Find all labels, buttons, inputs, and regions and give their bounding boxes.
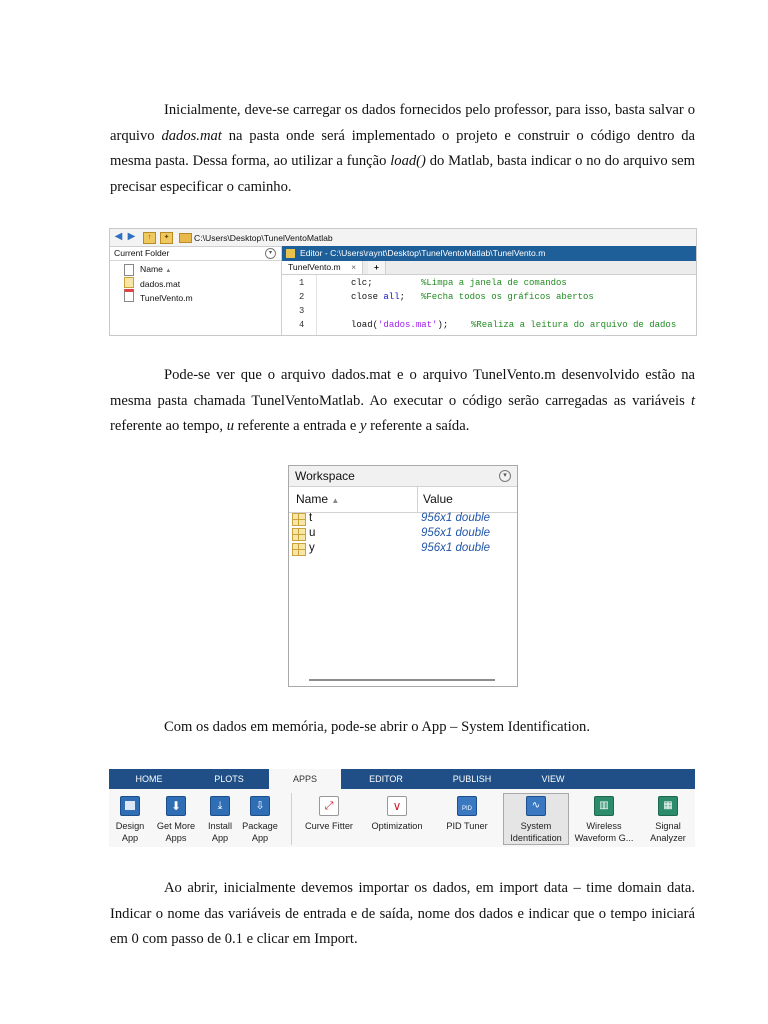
matrix-variable-icon xyxy=(292,543,306,556)
current-folder-pane xyxy=(110,246,282,335)
matrix-variable-icon xyxy=(292,528,306,541)
text: referente ao tempo, xyxy=(110,418,227,435)
column-divider[interactable] xyxy=(417,487,418,512)
line-number: 1 xyxy=(299,278,305,288)
folder-icon xyxy=(179,233,192,243)
matrix-variable-icon xyxy=(292,513,306,526)
pid-tuner-button[interactable] xyxy=(439,793,495,832)
design-app-icon xyxy=(120,796,140,816)
text: referente a saída. xyxy=(366,418,470,435)
design-app-button[interactable] xyxy=(112,793,148,844)
divider xyxy=(291,793,292,845)
workspace-title: Workspace xyxy=(295,469,355,483)
install-icon: ⤓ xyxy=(210,796,230,816)
file-name: dados.mat xyxy=(140,279,181,289)
code-text: clc; xyxy=(351,278,373,288)
optimization-button[interactable] xyxy=(365,793,429,832)
ribbon-body xyxy=(109,789,695,847)
wireless-waveform-button[interactable] xyxy=(572,793,636,844)
paragraph-import-data xyxy=(110,876,695,953)
text: Pode-se ver que o arquivo dados.mat e o arquivo TunelVento.m desenvolvido estão na mesma pasta chamada TunelVentoMatlab. Ao executar o código serão carregadas as variáveis xyxy=(110,367,695,409)
line-number: 2 xyxy=(299,292,305,302)
button-label: Signal xyxy=(655,821,681,831)
curve-fitter-icon: ⤢ xyxy=(319,796,339,816)
button-label: Get More xyxy=(156,821,196,831)
code-string: 'dados.mat' xyxy=(378,320,438,330)
text: Inicialmente, deve-se carregar os dados fornecidos pelo professor, para isso, basta salvar o arquivo xyxy=(110,102,695,144)
code-text: ); xyxy=(437,320,449,330)
button-label: Waveform G... xyxy=(574,833,634,843)
button-label: Design xyxy=(115,821,145,831)
name-column-label: Name xyxy=(296,492,329,506)
button-label: Package xyxy=(242,821,278,831)
tab-view[interactable]: VIEW xyxy=(541,774,565,784)
emphasis-function: load() xyxy=(390,153,426,170)
current-folder-header xyxy=(110,246,281,261)
package-app-button[interactable] xyxy=(240,793,280,844)
close-icon[interactable]: × xyxy=(351,262,357,272)
tab-apps[interactable]: APPS xyxy=(269,769,341,789)
tab-plots[interactable]: PLOTS xyxy=(214,774,244,784)
plus-icon: + xyxy=(374,262,380,272)
add-tab-button[interactable] xyxy=(368,261,386,274)
button-label: App xyxy=(251,833,269,843)
checkbox-icon[interactable] xyxy=(124,264,134,276)
m-file-icon xyxy=(124,289,134,302)
optimization-icon: ∨ xyxy=(387,796,407,816)
name-column-label: Name xyxy=(140,264,163,274)
workspace-row[interactable] xyxy=(289,542,517,557)
folder-editor-screenshot xyxy=(109,228,697,336)
editor-tabs xyxy=(282,261,696,275)
text: Com os dados em memória, pode-se abrir o App – System Identification. xyxy=(164,719,590,735)
sort-up-icon: ▲ xyxy=(165,268,172,274)
get-more-apps-button[interactable] xyxy=(153,793,199,844)
editor-icon xyxy=(286,249,295,258)
workspace-row[interactable] xyxy=(289,527,517,542)
code-comment: %Fecha todos os gráficos abertos xyxy=(421,292,594,302)
workspace-row[interactable] xyxy=(289,512,517,527)
line-number: 3 xyxy=(299,306,305,316)
current-folder-label: Current Folder xyxy=(114,248,170,258)
button-label: Optimization xyxy=(371,821,423,831)
variable-t: t xyxy=(690,392,695,409)
back-arrow-icon[interactable]: ◀ xyxy=(114,231,123,242)
variable-y: y xyxy=(359,418,367,435)
button-label: Apps xyxy=(165,833,187,843)
tab-tunelvento[interactable] xyxy=(282,261,363,274)
editor-title-bar xyxy=(282,246,696,261)
system-identification-icon: ∿ xyxy=(526,796,546,816)
code-line: close all; xyxy=(351,292,406,302)
code-area[interactable] xyxy=(282,275,696,335)
code-line xyxy=(351,320,448,330)
name-column-header[interactable] xyxy=(296,492,339,506)
button-label: Identification xyxy=(510,833,562,843)
download-icon: ⬇ xyxy=(166,796,186,816)
toolstrip-screenshot xyxy=(109,769,695,847)
button-label: App xyxy=(211,833,229,843)
line-number: 4 xyxy=(299,320,305,330)
name-column-header[interactable] xyxy=(140,263,171,277)
text: na pasta onde será implementado o projeto e construir o código dentro da mesma pasta. Dessa forma, ao utilizar a função xyxy=(110,127,695,170)
workspace-header xyxy=(289,466,517,487)
workspace-column-header xyxy=(289,487,517,513)
address-path[interactable]: C:\Users\Desktop\TunelVentoMatlab xyxy=(194,233,333,243)
code-text: load( xyxy=(351,320,379,330)
text: referente a entrada e xyxy=(233,418,360,435)
paragraph-intro xyxy=(110,98,695,200)
panel-menu-icon[interactable]: ▾ xyxy=(265,248,276,259)
value-column-label[interactable]: Value xyxy=(423,492,453,506)
button-label: App xyxy=(121,833,139,843)
file-name: TunelVento.m xyxy=(140,293,193,303)
button-label: System xyxy=(520,821,552,831)
editor-title: Editor - C:\Users\raynt\Desktop\TunelVentoMatlab\TunelVento.m xyxy=(300,248,546,258)
variable-u: u xyxy=(226,418,234,435)
button-label: Install xyxy=(207,821,232,831)
text: Ao abrir, inicialmente devemos importar os dados, em import data – time domain data. Indicar o nome das variáveis de entrada e de saída, nome dos dados e indicar que o tempo iniciará em 0 com passo de 0.1 e clicar em Import. xyxy=(110,880,695,948)
button-label: Wireless xyxy=(586,821,622,831)
panel-menu-icon[interactable]: ▾ xyxy=(499,470,511,482)
mat-file-icon xyxy=(124,277,134,288)
ribbon-tabs xyxy=(109,769,695,789)
code-comment: %Realiza a leitura do arquivo de dados xyxy=(471,320,677,330)
forward-arrow-icon[interactable]: ▶ xyxy=(127,231,136,242)
variable-name: y xyxy=(309,542,315,554)
tab-publish[interactable]: PUBLISH xyxy=(452,774,492,784)
text: do Matlab, basta indicar o no do arquivo sem precisar especificar o caminho. xyxy=(110,153,695,195)
variable-value: 956x1 double xyxy=(421,527,491,539)
pid-tuner-icon xyxy=(457,796,477,816)
button-label: Analyzer xyxy=(650,833,686,843)
editor-pane xyxy=(282,246,696,335)
sort-up-icon: ▲ xyxy=(331,496,340,505)
signal-analyzer-icon: ▦ xyxy=(658,796,678,816)
tab-label: TunelVento.m xyxy=(288,262,341,272)
emphasis-filename: dados.mat xyxy=(161,127,222,144)
package-icon: ⇩ xyxy=(250,796,270,816)
curve-fitter-button[interactable] xyxy=(299,793,359,832)
variable-value: 956x1 double xyxy=(421,542,491,554)
variable-name: t xyxy=(309,512,313,524)
wireless-waveform-icon: ▥ xyxy=(594,796,614,816)
pid-icon-text: PID xyxy=(461,806,472,812)
system-identification-button[interactable] xyxy=(503,793,569,844)
paragraph-folder-description xyxy=(110,363,695,440)
variable-name: u xyxy=(309,527,316,539)
workspace-screenshot xyxy=(288,465,518,687)
paragraph-open-app xyxy=(110,715,695,741)
file-row[interactable] xyxy=(124,289,193,304)
code-comment: %Limpa a janela de comandos xyxy=(421,278,567,288)
address-bar xyxy=(110,229,696,247)
button-label: PID Tuner xyxy=(446,821,488,831)
horizontal-scrollbar[interactable] xyxy=(309,679,495,681)
button-label: Curve Fitter xyxy=(305,821,353,831)
install-app-button[interactable] xyxy=(202,793,238,844)
browse-folder-icon[interactable]: ✦ xyxy=(160,232,173,244)
up-folder-icon[interactable]: ↑ xyxy=(143,232,156,244)
tab-home[interactable]: HOME xyxy=(135,774,163,784)
code-line xyxy=(351,278,373,288)
variable-value: 956x1 double xyxy=(421,512,491,524)
signal-analyzer-button[interactable] xyxy=(645,793,691,844)
tab-editor[interactable]: EDITOR xyxy=(369,774,403,784)
